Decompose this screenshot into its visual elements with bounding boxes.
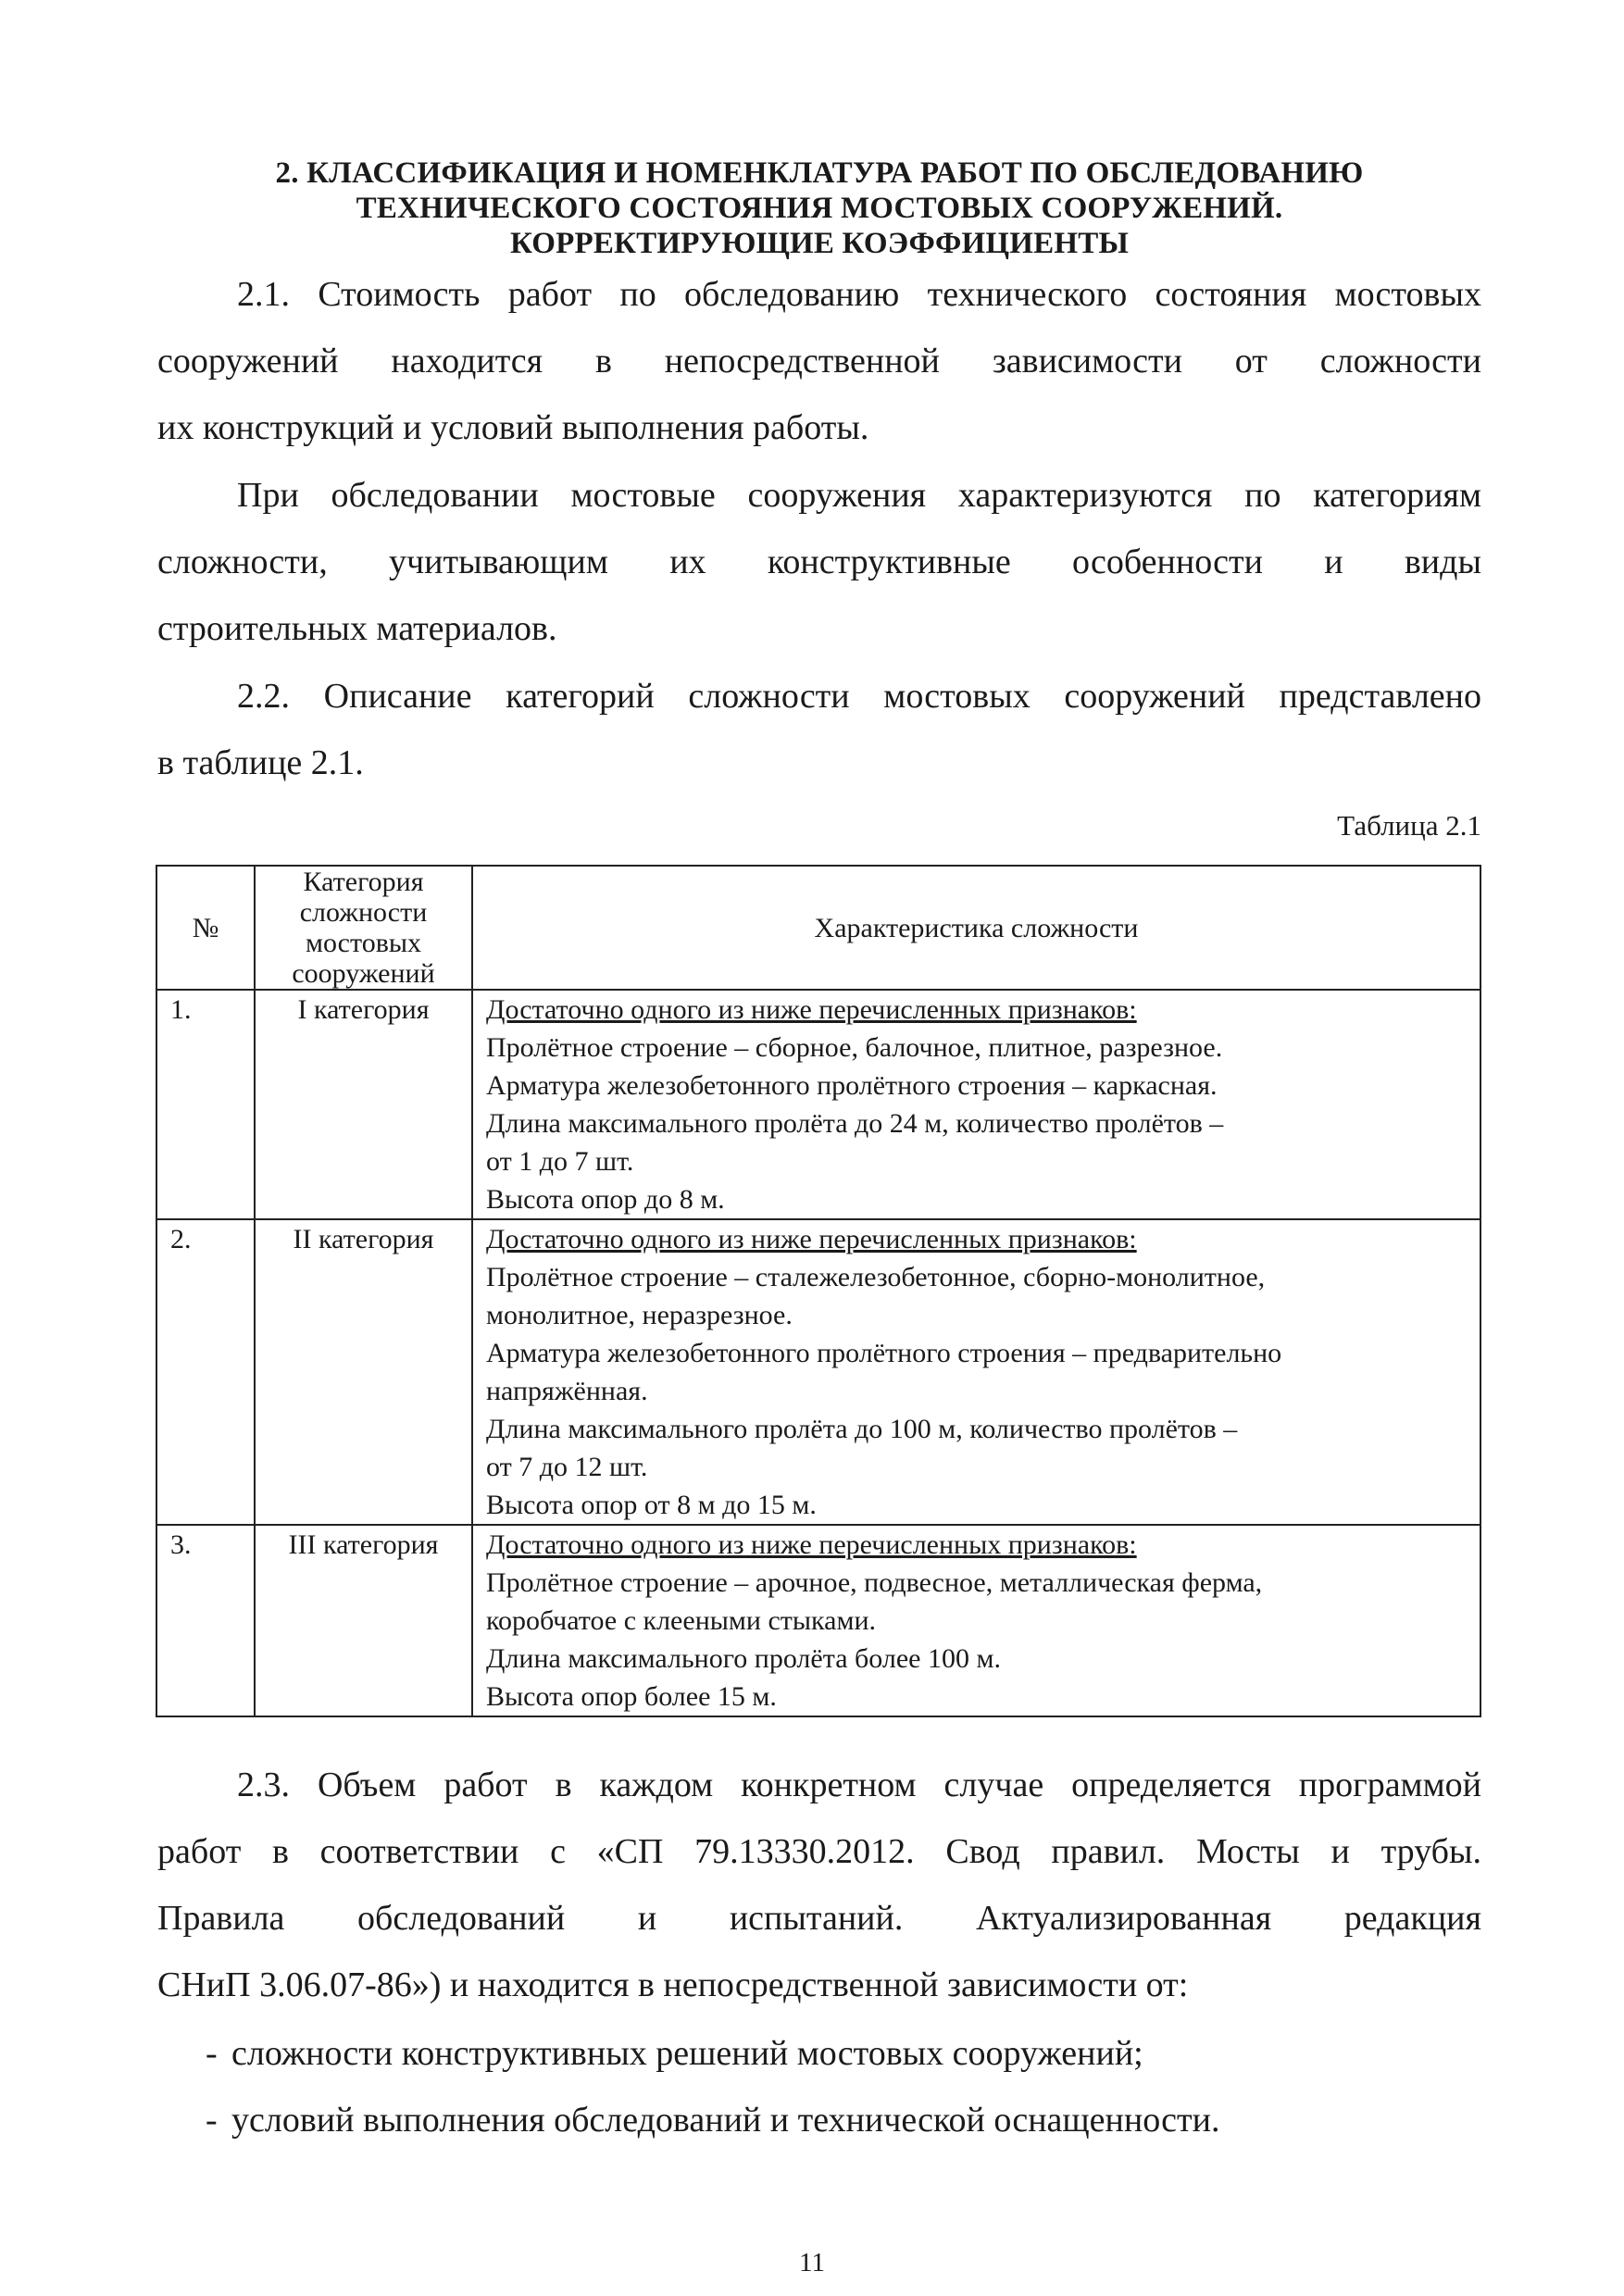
paragraph-line: сложности, учитывающим их конструктивные особенности и виды: [157, 543, 1481, 581]
description-line: Пролётное строение – сталежелезобетонное, сборно-монолитное,: [486, 1262, 1266, 1292]
row-category: III категория: [255, 1525, 472, 1716]
list-item: [206, 2087, 1220, 2153]
paragraph-line: работ в соответствии с «СП 79.13330.2012. Свод правил. Мосты и трубы.: [157, 1832, 1481, 1871]
description-line: от 1 до 7 шт.: [486, 1146, 634, 1177]
list-item: [206, 2020, 1219, 2087]
description-lead: Достаточно одного из ниже перечисленных признаков:: [486, 994, 1137, 1025]
row-description: [472, 1525, 1480, 1716]
paragraph-categories: [157, 462, 1481, 662]
section-heading: [157, 156, 1481, 261]
header-category-line: Категория: [303, 867, 424, 897]
paragraph-line: 2.3. Объем работ в каждом конкретном случае определяется программой: [237, 1766, 1481, 1804]
categories-table: [156, 865, 1481, 1717]
header-category: [255, 866, 472, 990]
paragraph-line: строительных материалов.: [157, 609, 557, 648]
header-category-line: мостовых: [305, 928, 422, 958]
description-line: Арматура железобетонного пролётного строения – каркасная.: [486, 1070, 1218, 1101]
description-line: Длина максимального пролёта до 100 м, количество пролётов –: [486, 1414, 1238, 1444]
header-category-line: сооружений: [292, 958, 435, 989]
description-line: от 7 до 12 шт.: [486, 1452, 648, 1482]
bullet-list: [206, 2020, 1220, 2153]
paragraph-line: сооружений находится в непосредственной зависимости от сложности: [157, 342, 1481, 381]
row-num: 3.: [156, 1525, 255, 1716]
paragraph-line: При обследовании мостовые сооружения характеризуются по категориям: [237, 476, 1481, 515]
description-line: коробчатое с клееными стыками.: [486, 1605, 876, 1636]
header-characteristic: Характеристика сложности: [472, 866, 1480, 990]
description-line: Длина максимального пролёта до 24 м, количество пролётов –: [486, 1108, 1224, 1139]
row-description: [472, 990, 1480, 1219]
dash-bullet: -: [206, 2101, 218, 2140]
description-line: Пролётное строение – сборное, балочное, плитное, разрезное.: [486, 1032, 1223, 1063]
description-line: Высота опор от 8 м до 15 м.: [486, 1490, 817, 1520]
paragraph-line: их конструкций и условий выполнения работы.: [157, 408, 869, 447]
row-num: 2.: [156, 1219, 255, 1525]
heading-line: ТЕХНИЧЕСКОГО СОСТОЯНИЯ МОСТОВЫХ СООРУЖЕНИЙ.: [356, 192, 1283, 225]
paragraph-line: СНиП 3.06.07-86») и находится в непосредственной зависимости от:: [157, 1965, 1189, 2004]
row-num: 1.: [156, 990, 255, 1219]
list-item-text: сложности конструктивных решений мостовых сооружений;: [231, 2034, 1143, 2073]
table-caption: Таблица 2.1: [1337, 809, 1481, 842]
paragraph-2-3: [157, 1752, 1481, 2018]
table-row: [156, 1525, 1480, 1716]
paragraph-2-1: [157, 261, 1481, 461]
table-header-row: [156, 866, 1480, 990]
row-category: II категория: [255, 1219, 472, 1525]
row-description: [472, 1219, 1480, 1525]
heading-line: 2. КЛАССИФИКАЦИЯ И НОМЕНКЛАТУРА РАБОТ ПО ОБСЛЕДОВАНИЮ: [275, 156, 1364, 190]
table-row: [156, 1219, 1480, 1525]
list-item-text: условий выполнения обследований и технической оснащенности.: [231, 2101, 1220, 2140]
header-category-line: сложности: [299, 897, 428, 928]
paragraph-line: Правила обследований и испытаний. Актуализированная редакция: [157, 1899, 1481, 1938]
description-line: Арматура железобетонного пролётного строения – предварительно: [486, 1338, 1282, 1368]
paragraph-2-2: [157, 663, 1481, 796]
paragraph-line: 2.2. Описание категорий сложности мостовых сооружений представлено: [237, 677, 1481, 716]
table-row: [156, 990, 1480, 1219]
description-line: монолитное, неразрезное.: [486, 1300, 793, 1330]
description-line: Высота опор до 8 м.: [486, 1184, 725, 1215]
description-line: Длина максимального пролёта более 100 м.: [486, 1643, 1001, 1674]
header-num: №: [156, 866, 255, 990]
paragraph-line: 2.1. Стоимость работ по обследованию технического состояния мостовых: [237, 275, 1481, 314]
row-category: I категория: [255, 990, 472, 1219]
description-lead: Достаточно одного из ниже перечисленных признаков:: [486, 1529, 1137, 1560]
paragraph-line: в таблице 2.1.: [157, 743, 364, 782]
description-line: Высота опор более 15 м.: [486, 1681, 777, 1712]
description-lead: Достаточно одного из ниже перечисленных признаков:: [486, 1224, 1137, 1254]
description-line: напряжённая.: [486, 1376, 648, 1406]
heading-line: КОРРЕКТИРУЮЩИЕ КОЭФФИЦИЕНТЫ: [509, 227, 1130, 260]
page-number: 11: [799, 2248, 825, 2277]
dash-bullet: -: [206, 2034, 218, 2073]
description-line: Пролётное строение – арочное, подвесное, металлическая ферма,: [486, 1567, 1263, 1598]
